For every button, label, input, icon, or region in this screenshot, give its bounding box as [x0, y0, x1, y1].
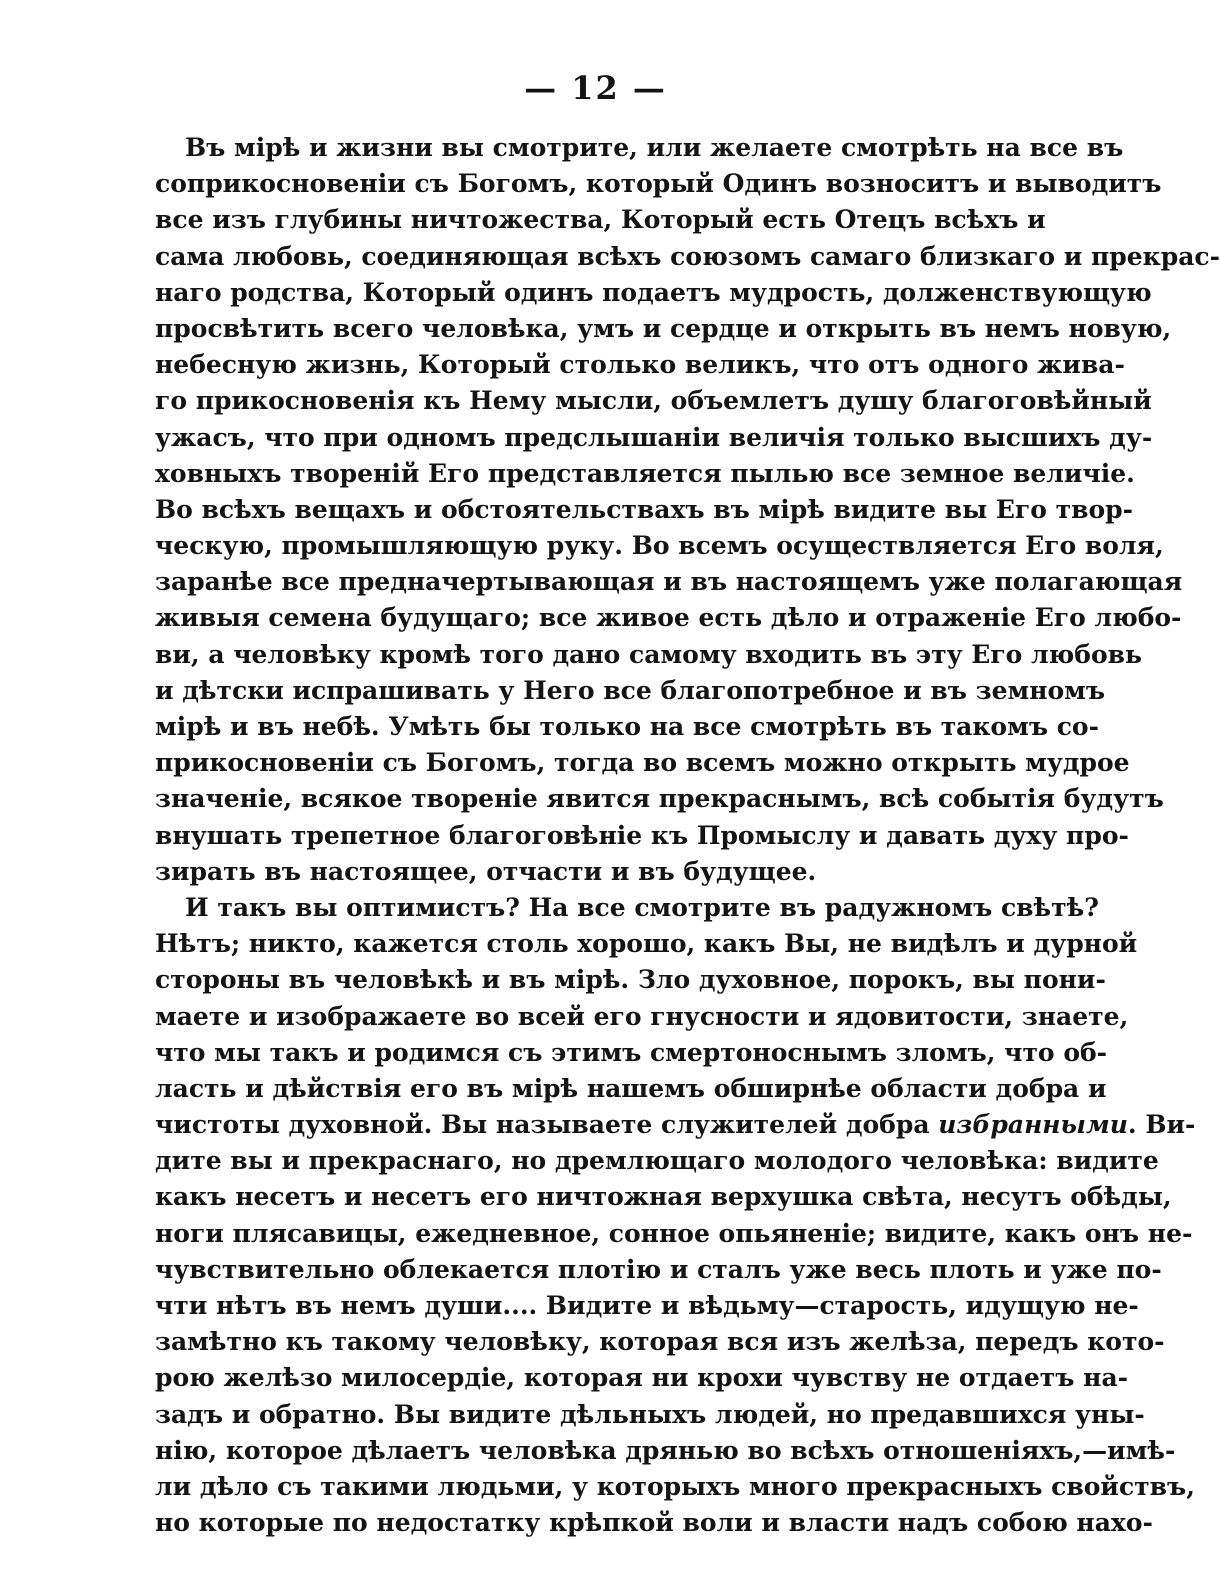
text-line: ви, а человѣку кромѣ того дано самому входить въ эту Его любовь [155, 639, 1142, 669]
italic-term: избранными [938, 1110, 1128, 1140]
text-line: рою желѣзо милосердіе, которая ни крохи чувству не отдаетъ на- [155, 1363, 1129, 1393]
text-line: ческую, промышляющую руку. Во всемъ осуществляется Его воля, [155, 531, 1164, 561]
text-line: го прикосновенія къ Нему мысли, объемлетъ душу благоговѣйный [155, 386, 1152, 416]
text-line: задъ и обратно. Вы видите дѣльныхъ людей, но предавшихся уны- [155, 1399, 1145, 1429]
text-line: чистоты духовной. Вы называете служителей добра избранными. Ви- [155, 1110, 1196, 1140]
text-line: стороны въ человѣкѣ и въ мірѣ. Зло духовное, порокъ, вы пони- [155, 965, 1106, 995]
text-line: И такъ вы оптимистъ? На все смотрите въ радужномъ свѣтѣ? [185, 892, 1099, 922]
text-line: соприкосновеніи съ Богомъ, который Одинъ возноситъ и выводитъ [155, 169, 1162, 199]
text-line: дите вы и прекраснаго, но дремлющаго молодого человѣка: видите [155, 1146, 1159, 1176]
text-line: сама любовь, соединяющая всѣхъ союзомъ самаго близкаго и прекрас- [155, 241, 1220, 271]
text-line: нію, которое дѣлаетъ человѣка дрянью во всѣхъ отношеніяхъ,—имѣ- [155, 1435, 1176, 1465]
text-line: чувствительно облекается плотію и сталъ уже весь плоть и уже по- [155, 1254, 1162, 1284]
body-text [155, 130, 1220, 1541]
text-line: ужасъ, что при одномъ предслышаніи величія только высшихъ ду- [155, 422, 1153, 452]
text-line: Нѣтъ; никто, кажется столь хорошо, какъ Вы, не видѣлъ и дурной [155, 929, 1138, 959]
text-line: чти нѣтъ въ немъ души.... Видите и вѣдьму—старость, идущую не- [155, 1291, 1139, 1320]
text-line: просвѣтить всего человѣка, умъ и сердце и открыть въ немъ новую, [155, 313, 1172, 343]
text-line: какъ несетъ и несетъ его ничтожная верхушка свѣта, несутъ обѣды, [155, 1182, 1172, 1212]
text-line: живыя семена будущаго; все живое есть дѣло и отраженіе Его любо- [155, 603, 1182, 633]
text-line: ховныхъ твореній Его представляется пылью все земное величіе. [155, 458, 1135, 488]
text-line: заранѣе все предначертывающая и въ настоящемъ уже полагающая [155, 567, 1183, 597]
text-line: внушать трепетное благоговѣніе къ Промыслу и давать духу про- [155, 820, 1129, 850]
text-line: Въ мірѣ и жизни вы смотрите, или желаете смотрѣть на все въ [185, 133, 1124, 162]
page-number: — 12 — [524, 69, 667, 107]
text-line: маете и изображаете во всей его гнусности и ядовитости, знаете, [155, 1001, 1129, 1031]
text-line: Во всѣхъ вещахъ и обстоятельствахъ въ мірѣ видите вы Его твор- [155, 494, 1134, 524]
text-line: что мы такъ и родимся съ этимъ смертоноснымъ зломъ, что об- [155, 1037, 1108, 1067]
text-line: зирать въ настоящее, отчасти и въ будущее. [155, 856, 817, 886]
text-line: прикосновеніи съ Богомъ, тогда во всемъ можно открыть мудрое [155, 748, 1130, 778]
text-line: ласть и дѣйствія его въ мірѣ нашемъ обширнѣе области добра и [155, 1073, 1107, 1103]
text-line: мірѣ и въ небѣ. Умѣть бы только на все смотрѣть въ такомъ со- [155, 712, 1099, 741]
text-line: замѣтно къ такому человѣку, которая вся изъ желѣза, передъ кото- [155, 1327, 1165, 1357]
text-line: небесную жизнь, Который столько великъ, что отъ одного жива- [155, 350, 1125, 380]
text-line: и дѣтски испрашивать у Него все благопотребное и въ земномъ [155, 675, 1106, 705]
text-line: ноги плясавицы, ежедневное, сонное опьяненіе; видите, какъ онъ не- [155, 1218, 1193, 1248]
text-line: но которые по недостатку крѣпкой воли и власти надъ собою нахо- [155, 1508, 1153, 1538]
text-line: значеніе, всякое твореніе явится прекраснымъ, всѣ событія будутъ [155, 784, 1164, 814]
text-line: наго родства, Который одинъ подаетъ мудрость, долженствующую [155, 277, 1152, 307]
text-line: ли дѣло съ такими людьми, у которыхъ много прекрасныхъ свойствъ, [155, 1471, 1195, 1501]
text-line: все изъ глубины ничтожества, Который есть Отецъ всѣхъ и [155, 205, 1046, 235]
